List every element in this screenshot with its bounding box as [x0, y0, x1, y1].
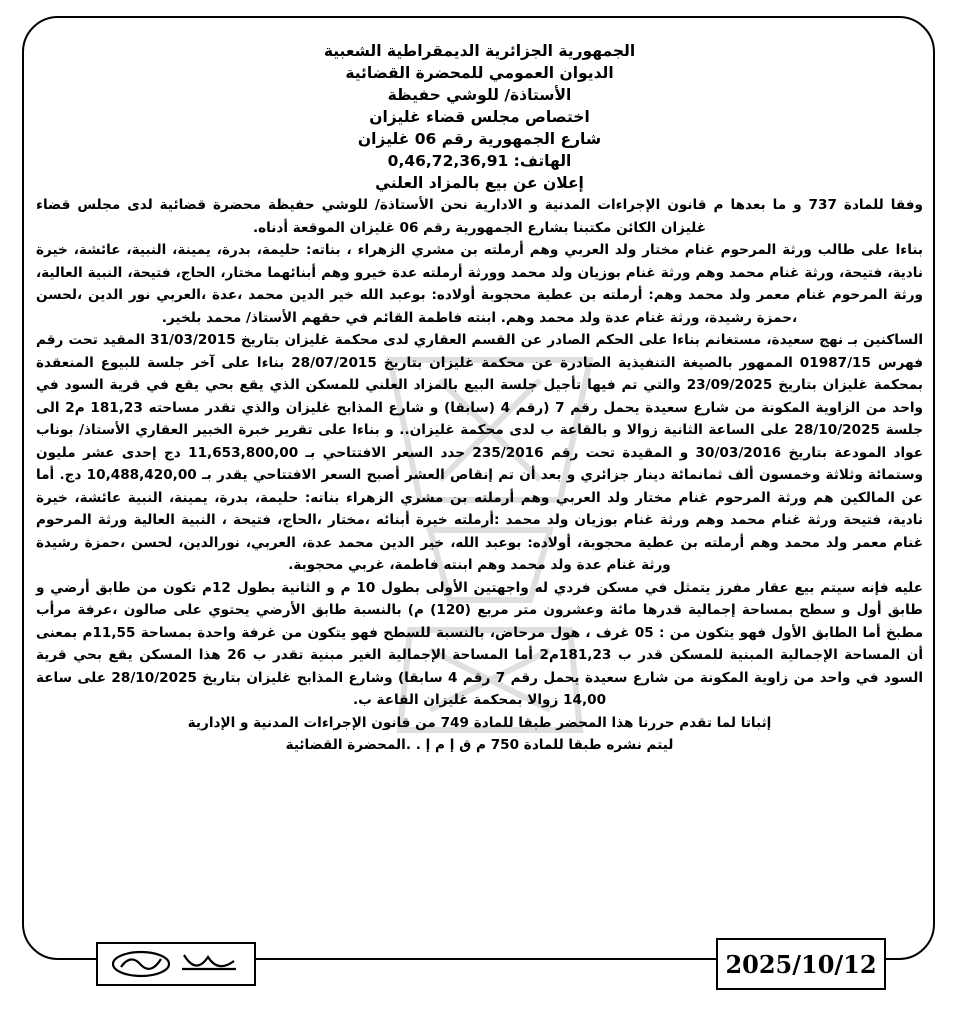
newspaper-logo-icon: [106, 947, 246, 981]
paragraph-attestation: إثباتا لما تقدم حررنا هذا المحضر طبقا للمادة 749 من قانون الإجراءات المدنية و الإدارية: [187, 714, 772, 731]
paragraph-applicants: بناءا على طالب ورثة المرحوم غنام مختار ولد العربي وهم أرملته بن مشري الزهراء ، بناته: حليمة، بدرة، يمينة، النبية، عائشة، خيرة نادية، فتيحة، ورثة غنام محمد وهم ورثة غنام بوزيان ولد محمد وورثة أرملته عدة خيرو وهم أبنائهما مختار، الحاج، فتيحة، النبية العالية، ورثة المرحوم غنام معمر ولد محمد وهم: أرملته بن عطية محجوبة أولاده: بوعبد الله خير الدين محمد ،عدة ،العربي نور الدين ،لحسن ،حمزة رشيدة، ورثة غنام عدة ولد محمد وهم. ابنته فاطمة القائم في حقهم الأستاذ/ محمد بلخير.: [36, 242, 923, 326]
publication-date: 2025/10/12: [716, 938, 886, 990]
republic-title: الجمهورية الجزائرية الديمقراطية الشعبية: [323, 42, 636, 60]
bailiff-name: الأستاذة/ للوشي حفيظة: [387, 86, 572, 104]
paragraph-judgment-details: الساكنين بـ نهج سعيدة، مستغانم بناءا على الحكم الصادر عن القسم العقاري لدى محكمة غليزان بتاريخ 31/03/2015 المقيد تحت رقم فهرس 01987/15 الممهور بالصيغة التنفيذية الصادرة عن محكمة غليزان بتاريخ 28/07/2015 بناءا على آخر جلسة للبيوع المنعقدة بمحكمة غليزان بتاريخ 23/09/2025 والتي تم فيها تأجيل جلسة البيع بالمزاد العلني للمسكن الذي يقع بحي يقع في قرية السود في واحد من الزاوية المكونة من شارع سعيدة يحمل رقم 7 (رقم 4 (سابقا) و شارع المذابح غليزان والذي تقدر مساحته 181,23 م2 الى جلسة 28/10/2025 على الساعة الثانية زوالا و بالقاعة ب لدى محكمة غليزان.. و بناءا على تقرير خبرة الخبير العقاري الأستاذ/ بوناب عواد المودعة بتاريخ 30/03/2016 و المقيدة تحت رقم 235/2016 حدد السعر الافتتاحي بـ 11,653,800,00 دج إحدى عشر مليون وستمائة وثلاثة وخمسون ألف ثمانمائة دينار جزائري و بعد أن تم إنقاص العشر أصبح السعر الافتتاحي يقدر بـ 10,488,420,00 دج. أما عن المالكين هم ورثة المرحوم غنام مختار ولد العربي وهم أرملته بن مشري الزهراء بناته: حليمة، بدرة، يمينة، النبية عائشة، خيرة نادية، فتيحة ورثة غنام محمد وهم ورثة غنام بوزيان ولد محمد :أرملته خيرة أبنائه ،مختار ،الحاج، فتيحة ، النبية العالية ورثة المرحوم غنام معمر ولد محمد وهم أرملته بن عطية محجوبة، أولاده: بوعبد الله، خير الدين محمد عدة، العربي، نورالدين، لحسن ،حمزة رشيدة ورثة غنام عدة ولد محمد وهم ابنته فاطمة، غربي محجوبة.: [36, 332, 923, 573]
jurisdiction: اختصاص مجلس قضاء غليزان: [369, 108, 590, 126]
paragraph-property-description: عليه فإنه سيتم بيع عقار مفرز يتمثل في مسكن فردي له واجهتين الأولى بطول 10 م و الثانية بطول 12م تكون من طابق أرضي و طابق أول و سطح بمساحة إجمالية قدرها مائة وعشرون متر مربع (120) م) بالنسبة طابق الأرضي يحتوي على صالون ،عرفة مرأب مطبخ أما الطابق الأول فهو يتكون من : 05 غرف ، هول مرحاض، بالنسبة للسطح فهو يتكون من غرفة واحدة بمساحة 11,55م بمعنى أن المساحة الإجمالية المبنية للمسكن قدر ب 181,23م2 أما المساحة الإجمالية الغير مبنية تقدر ب 26 هذا المسكن يقع بحي قرية السود في واحد من زاوية المكونة من شارع سعيدة يحمل رقم 7 رقم 4 سابقا) وشارع المذابح غليزان بتاريخ 28/10/2025 على ساعة 14,00 زوالا بمحكمة غليزان القاعة ب.: [36, 579, 923, 708]
announcement-content: [36, 40, 923, 757]
office-address: شارع الجمهورية رقم 06 غليزان: [357, 130, 602, 148]
paragraph-publication: ليتم نشره طبقا للمادة 750 م ق إ م إ . .المحضرة القضائية: [285, 737, 674, 753]
newspaper-stamp: [96, 942, 256, 986]
phone-number: الهاتف: 0,46,72,36,91: [387, 152, 572, 170]
paragraph-legal-basis: وفقا للمادة 737 و ما بعدها م قانون الإجراءات المدنية و الادارية نحن الأستاذة/ للوشي حفيظة محضرة قضائية لدى مجلس قضاء غليزان الكائن مكتبنا بشارع الجمهورية رقم 06 غليزان الموقعة أدناه.: [36, 197, 924, 236]
office-name: الديوان العمومي للمحضرة القضائية: [345, 64, 614, 82]
announcement-title: إعلان عن بيع بالمزاد العلني: [375, 174, 584, 192]
